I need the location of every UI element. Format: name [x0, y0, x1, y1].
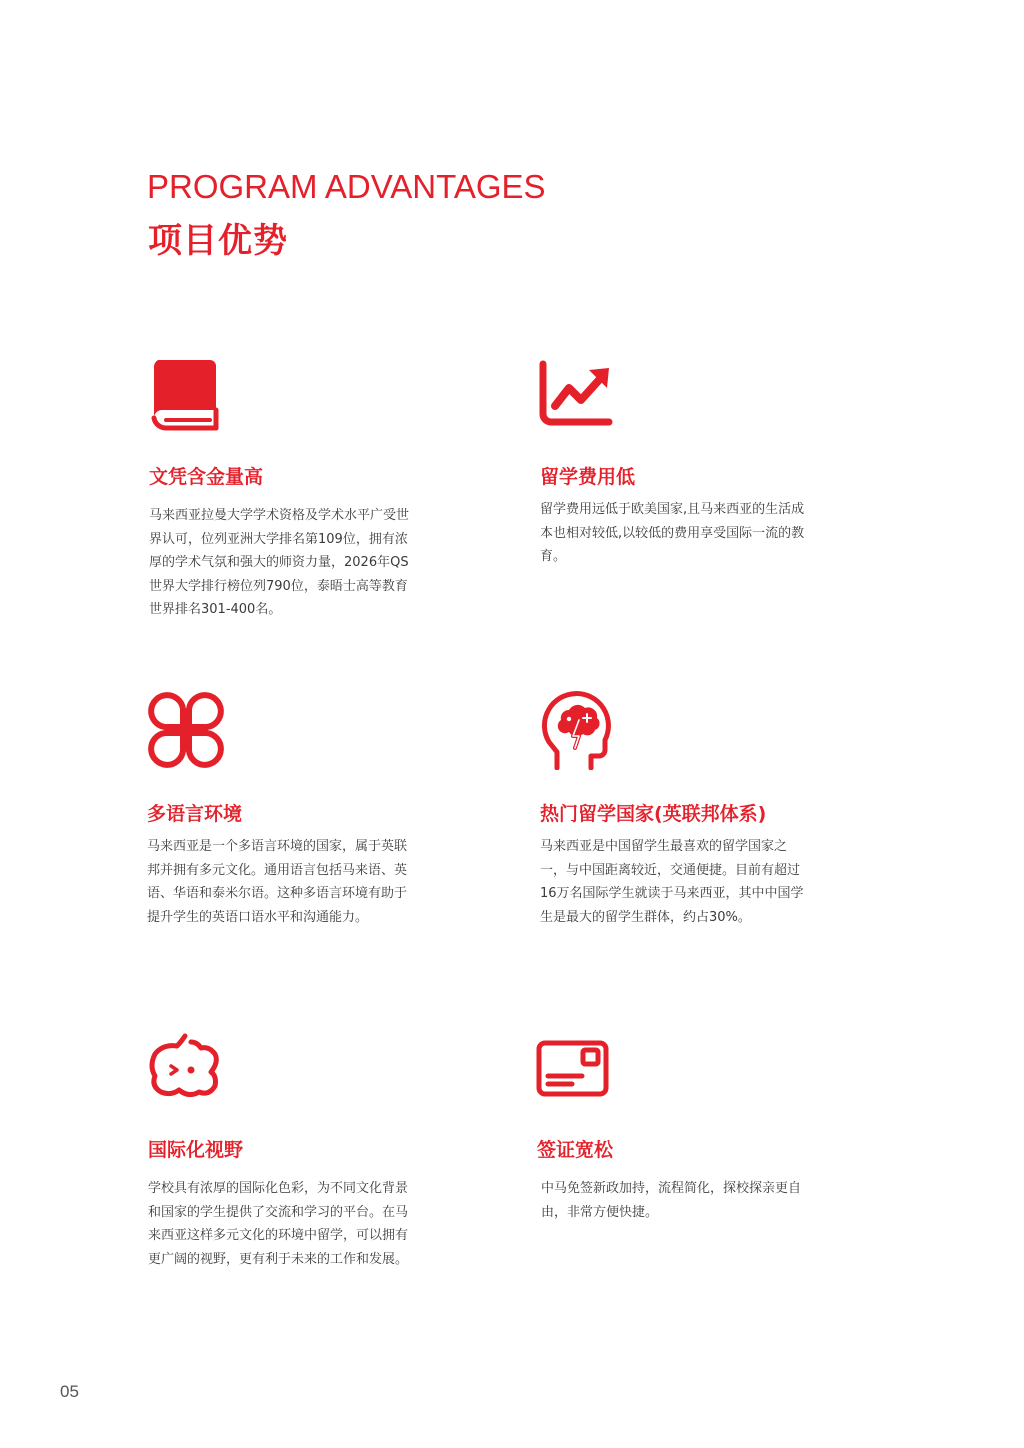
book-icon — [148, 358, 228, 438]
brain-head-icon — [539, 690, 619, 770]
blob-face-icon — [147, 1032, 227, 1112]
advantage-title: 留学费用低 — [540, 466, 636, 488]
page-title-chinese: 项目优势 — [148, 221, 288, 261]
advantage-title: 热门留学国家(英联邦体系) — [540, 803, 767, 825]
four-petal-icon — [146, 690, 226, 770]
advantage-description: 中马免签新政加持，流程简化，探校探亲更自由，非常方便快捷。 — [541, 1181, 802, 1220]
page-title-english: PROGRAM ADVANTAGES — [147, 168, 546, 205]
advantage-description: 马来西亚是一个多语言环境的国家，属于英联邦并拥有多元文化。通用语言包括马来语、英语、华语和泰米尔语。这种多语言环境有助于提升学生的英语口语水平和沟通能力。 — [147, 839, 408, 925]
trend-chart-icon — [539, 358, 619, 438]
page-number: 05 — [60, 1382, 79, 1401]
advantage-title: 国际化视野 — [148, 1139, 244, 1161]
postcard-icon — [536, 1032, 616, 1112]
advantage-title: 文凭含金量高 — [149, 466, 264, 488]
advantage-title: 多语言环境 — [147, 803, 243, 825]
advantage-description: 马来西亚是中国留学生最喜欢的留学国家之一，与中国距离较近，交通便捷。目前有超过16万名国际学生就读于马来西亚，其中中国学生是最大的留学生群体，约占30%。 — [540, 839, 804, 925]
advantage-description: 学校具有浓厚的国际化色彩，为不同文化背景和国家的学生提供了交流和学习的平台。在马来西亚这样多元文化的环境中留学，可以拥有更广阔的视野，更有利于未来的工作和发展。 — [148, 1181, 409, 1267]
advantage-description: 马来西亚拉曼大学学术资格及学术水平广受世界认可，位列亚洲大学排名第109位，拥有浓厚的学术气氛和强大的师资力量，2026年QS世界大学排行榜位列790位，泰晤士高等教育世界排名301-400名。 — [149, 508, 410, 617]
advantage-title: 签证宽松 — [537, 1139, 614, 1161]
advantage-description: 留学费用远低于欧美国家,且马来西亚的生活成本也相对较低,以较低的费用享受国际一流的教育。 — [540, 502, 805, 564]
